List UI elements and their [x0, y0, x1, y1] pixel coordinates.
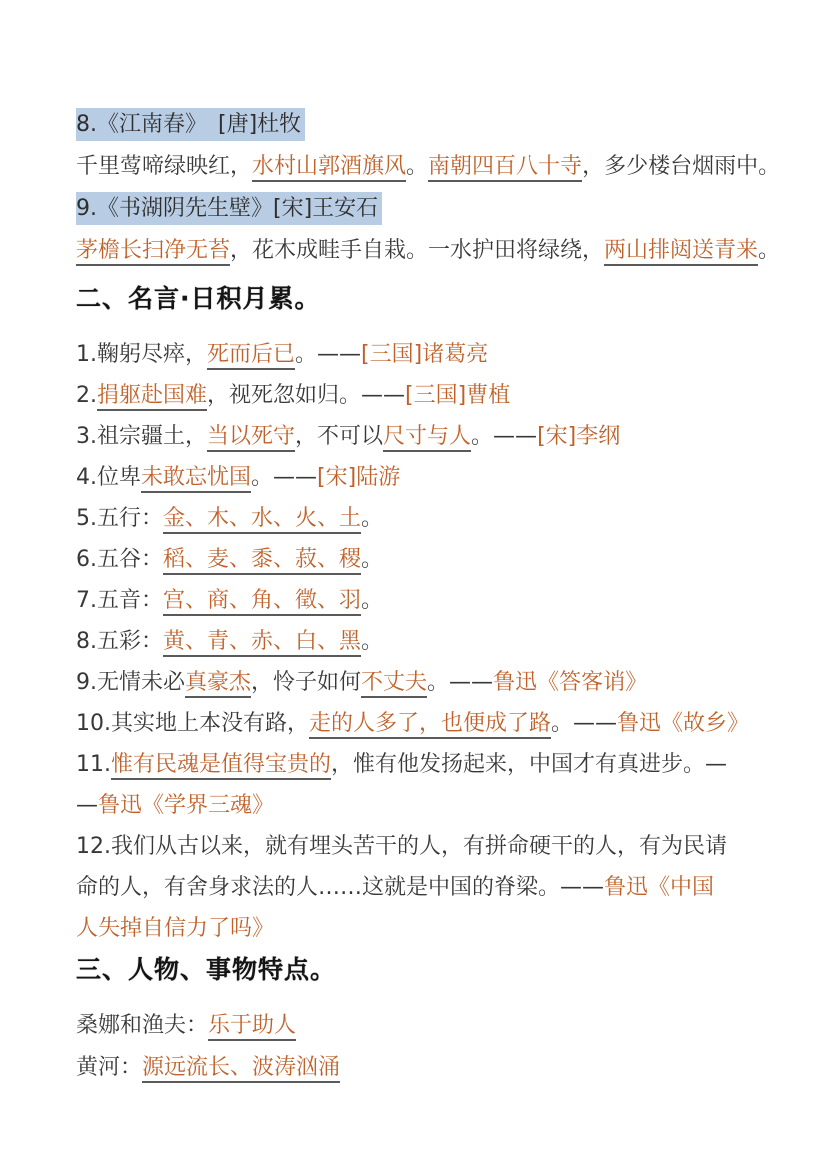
quote-key-phrase: 未敢忘忧国 [141, 465, 251, 493]
poem-text: ，多少楼台烟雨中。 [582, 154, 781, 179]
section-heading-character-traits: 三、人物、事物特点。 [76, 955, 337, 984]
section-heading-famous-quotes: 二、名言·日积月累。 [76, 284, 321, 313]
quote-key-phrase: 死而后已 [207, 342, 295, 370]
quote-source: 鲁迅《故乡》 [617, 711, 750, 736]
quote-text: 2. [76, 383, 97, 408]
quote-item-3 [76, 416, 759, 457]
quote-item-7 [76, 580, 759, 621]
quote-text: 9.无情未必 [76, 670, 185, 695]
quote-item-10 [76, 703, 759, 744]
quote-item-1 [76, 334, 759, 375]
poem-key-phrase: 两山排闼送青来 [604, 238, 758, 266]
quote-source: [宋]陆游 [317, 465, 401, 490]
poem-key-phrase: 水村山郭酒旗风 [252, 154, 406, 182]
quote-key-phrase: 惟有民魂是值得宝贵的 [111, 752, 331, 780]
quote-source: [宋]李纲 [537, 424, 621, 449]
quote-key-phrase: 稻、麦、黍、菽、稷 [163, 547, 361, 575]
quote-text: — [76, 793, 98, 818]
quote-item-4 [76, 457, 759, 498]
trait-label: 黄河： [76, 1055, 143, 1080]
quote-text: 。 [361, 629, 384, 654]
quote-item-12-line-2 [76, 867, 759, 908]
trait-label: 桑娜和渔夫： [76, 1013, 209, 1038]
quote-item-12-line-3 [76, 908, 759, 949]
quote-text: ，惟有他发扬起来，中国才有真进步。— [331, 752, 728, 777]
quote-text: 。—— [427, 670, 494, 695]
quote-item-11-line-2 [76, 785, 759, 826]
quote-item-9 [76, 662, 759, 703]
trait-row-sangna-fisherman [76, 1005, 759, 1047]
poem-key-phrase: 南朝四百八十寺 [428, 154, 582, 182]
quote-source: 鲁迅《中国 [604, 875, 715, 900]
trait-value: 源远流长、波涛汹涌 [142, 1055, 340, 1083]
quote-key-phrase: 黄、青、赤、白、黑 [163, 629, 361, 657]
quote-text: 3.祖宗疆土， [76, 424, 207, 449]
highlighted-poem-title: 9.《书湖阴先生壁》[宋]王安石 [76, 192, 382, 225]
quote-text: 8.五彩： [76, 629, 163, 654]
quote-text: 。 [361, 547, 384, 572]
quote-text: ，视死忽如归。—— [207, 383, 406, 408]
quote-source: 鲁迅《学界三魂》 [98, 793, 275, 818]
quote-key-phrase: 金、木、水、火、土 [163, 506, 361, 534]
quote-text: 7.五音： [76, 588, 163, 613]
poem-text: ，花木成畦手自栽。一水护田将绿绕， [230, 238, 605, 263]
highlighted-poem-title: 8.《江南春》 [唐]杜牧 [76, 108, 305, 141]
quote-source: 鲁迅《答客诮》 [493, 670, 648, 695]
quote-key-phrase: 不丈夫 [361, 670, 427, 698]
trait-value: 乐于助人 [208, 1013, 296, 1041]
poem-key-phrase: 茅檐长扫净无苔 [76, 238, 230, 266]
quote-item-12-line-1 [76, 826, 759, 867]
quote-source: [三国]曹植 [405, 383, 511, 408]
trait-row-yellow-river [76, 1047, 759, 1089]
quote-key-phrase: 真豪杰 [185, 670, 251, 698]
quote-text: 12.我们从古以来，就有埋头苦干的人，有拼命硬干的人，有为民请 [76, 834, 727, 859]
quote-key-phrase: 当以死守 [207, 424, 295, 452]
quote-text: 。 [361, 588, 384, 613]
quote-text: 。 [361, 506, 384, 531]
quote-key-phrase: 尺寸与人 [383, 424, 471, 452]
quote-text: 。—— [251, 465, 318, 490]
quote-text: 命的人，有舍身求法的人……这就是中国的脊梁。—— [76, 875, 605, 900]
poem-title-shuhuyin [76, 188, 759, 230]
quote-text: 5.五行： [76, 506, 163, 531]
quote-item-5 [76, 498, 759, 539]
quote-source: [三国]诸葛亮 [361, 342, 489, 367]
quote-text: 6.五谷： [76, 547, 163, 572]
quote-text: 10.其实地上本没有路， [76, 711, 309, 736]
quote-text: 。—— [551, 711, 618, 736]
quote-item-2 [76, 375, 759, 416]
poem-line-jiangnanchun [76, 146, 781, 188]
quote-source: 人失掉自信力了吗》 [76, 916, 275, 941]
poem-line-shuhuyin [76, 230, 781, 272]
quote-key-phrase: 宫、商、角、徵、羽 [163, 588, 361, 616]
quote-text: ，怜子如何 [251, 670, 362, 695]
quote-item-6 [76, 539, 759, 580]
poem-text: 。 [406, 154, 429, 179]
quote-key-phrase: 捐躯赴国难 [97, 383, 207, 411]
quote-text: 1.鞠躬尽瘁， [76, 342, 207, 367]
quote-text: 4.位卑 [76, 465, 141, 490]
poem-text: 千里莺啼绿映红， [76, 154, 253, 179]
quote-item-11-line-1 [76, 744, 759, 785]
quote-key-phrase: 走的人多了，也便成了路 [309, 711, 551, 739]
poem-text: 。 [758, 238, 781, 263]
quote-text: ，不可以 [295, 424, 384, 449]
poem-title-jiangnanchun [76, 104, 759, 146]
quote-text: 。—— [471, 424, 538, 449]
quote-item-8 [76, 621, 759, 662]
quote-text: 11. [76, 752, 111, 777]
quote-text: 。—— [295, 342, 362, 367]
